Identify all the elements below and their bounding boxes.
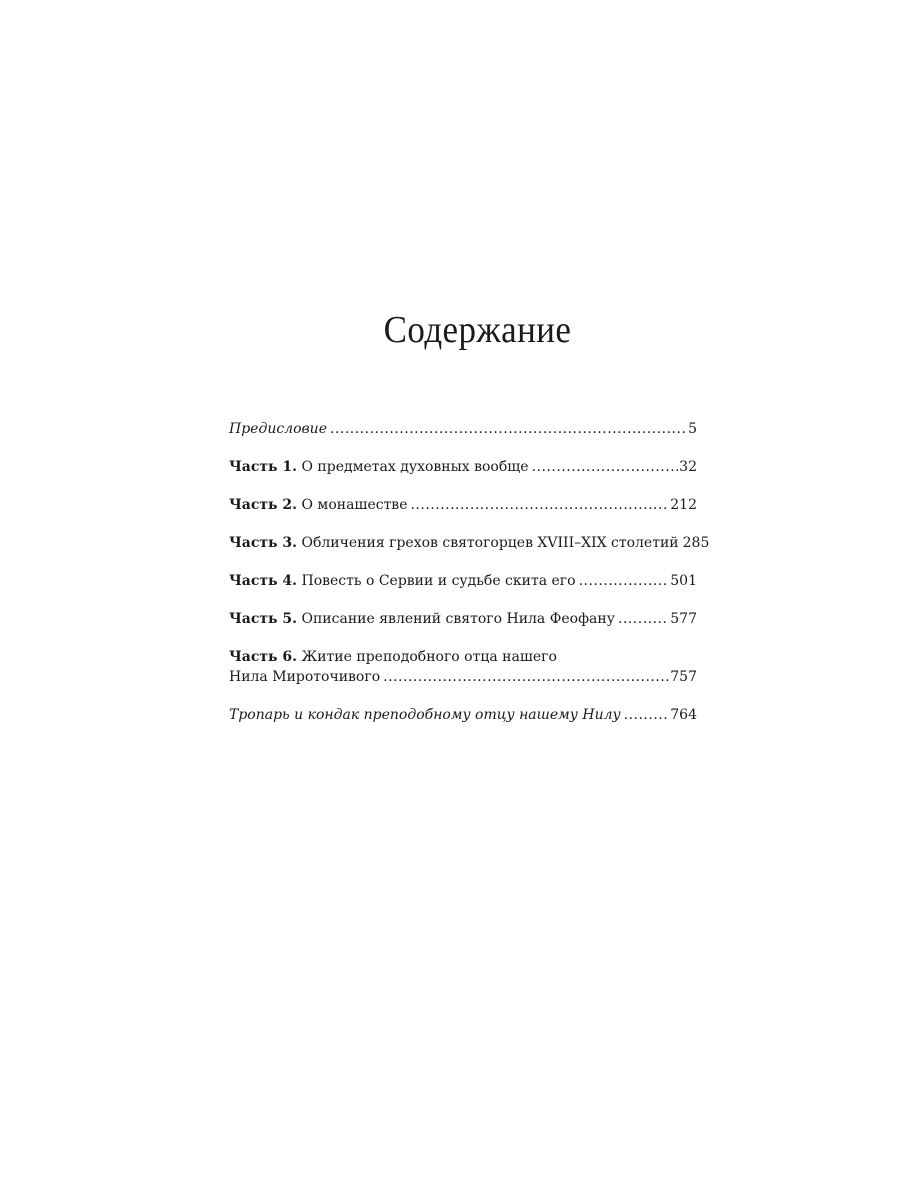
dot-leader <box>410 495 669 515</box>
toc-entry-part-3[interactable] <box>229 533 710 553</box>
page-title: Содержание <box>383 309 572 351</box>
dot-leader <box>532 457 679 477</box>
dot-leader <box>624 705 670 725</box>
toc-part-label: Часть 1. <box>229 459 298 475</box>
toc-entry-part-4[interactable] <box>229 571 697 591</box>
toc-entry-title: Тропарь и кондак преподобному отцу нашему Нилу <box>229 707 621 723</box>
toc-part-label: Часть 5. <box>229 611 298 627</box>
dot-leader <box>618 609 669 629</box>
toc-entry-title: Описание явлений святого Нила Феофану <box>301 611 615 627</box>
toc-part-label: Часть 3. <box>229 535 298 551</box>
toc-entry-troparion[interactable] <box>229 705 697 725</box>
toc-page-number: 577 <box>670 611 697 627</box>
toc-page-number: 5 <box>688 421 697 437</box>
toc-entry-title: О предметах духовных вообще <box>301 459 529 475</box>
toc-page-number: 764 <box>670 707 697 723</box>
toc-page-number: 285 <box>682 535 710 551</box>
toc-part-label: Часть 4. <box>229 573 298 589</box>
dot-leader <box>330 419 687 439</box>
toc-part-label: Часть 6. <box>229 649 298 665</box>
dot-leader <box>383 667 669 687</box>
toc-page-number: 757 <box>670 669 697 685</box>
toc-page-number: 501 <box>670 573 697 589</box>
toc-entry-title: О монашестве <box>301 497 408 513</box>
toc-part-label: Часть 2. <box>229 497 298 513</box>
toc-entry-part-6[interactable] <box>229 647 697 687</box>
toc-entry-title: Повесть о Сервии и судьбе скита его <box>301 573 576 589</box>
toc-entry-title-line-2: Нила Мироточивого <box>229 669 381 685</box>
toc-entry-preface[interactable] <box>229 419 697 439</box>
toc-entry-part-5[interactable] <box>229 609 697 629</box>
toc-entry-part-2[interactable] <box>229 495 697 515</box>
toc-entry-part-1[interactable] <box>229 457 697 477</box>
toc-page-number: 212 <box>670 497 697 513</box>
toc-entry-title: Обличения грехов святогорцев XVIII–XIX столетий <box>301 535 679 551</box>
toc-page-number: 32 <box>679 459 697 475</box>
toc-entry-title-line-1: Житие преподобного отца нашего <box>301 649 557 665</box>
toc-entry-title: Предисловие <box>229 421 327 437</box>
dot-leader <box>579 571 670 591</box>
table-of-contents <box>229 419 710 743</box>
